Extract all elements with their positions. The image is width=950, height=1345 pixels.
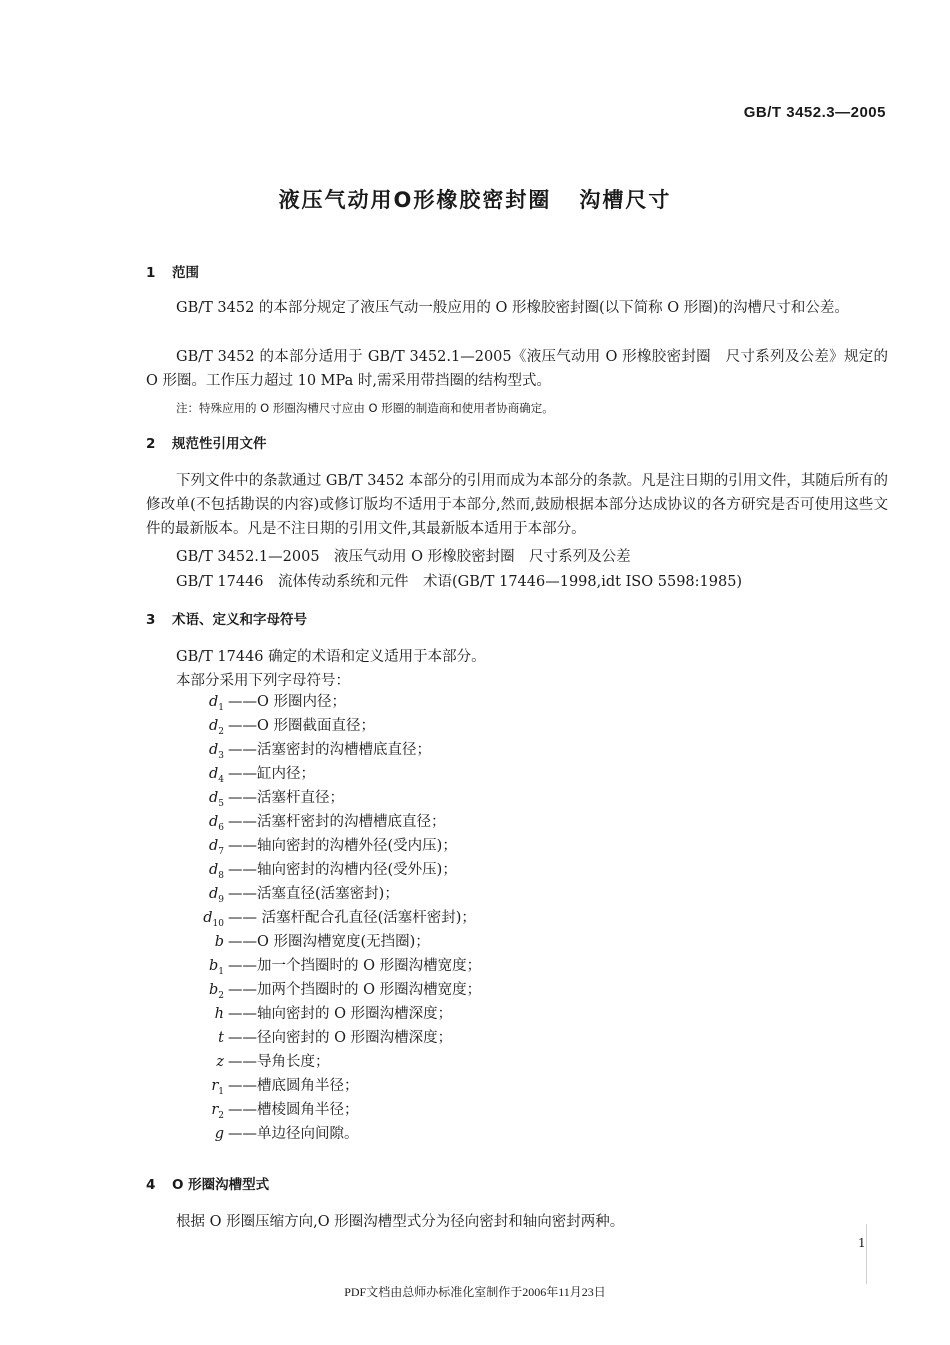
symbol-desc: ——轴向密封的沟槽内径(受外压)； [228, 862, 457, 878]
section2-para1: 下列文件中的条款通过 GB/T 3452 本部分的引用而成为本部分的条款。凡是注日期的引用文件，其随后所有的修改单(不包括勘误的内容)或修订版均不适用于本部分,然而,鼓励根据本部分达成协议的各方研究是否可使用这些文件的最新版本。凡是不注日期的引用文件,其最新版本适用于本部分。 [146, 473, 888, 537]
symbol-desc: ——加两个挡圈时的 O 形圈沟槽宽度； [228, 982, 482, 998]
symbol-letter: $b_1$ [208, 958, 224, 977]
title-part1: 液压气动用O形橡胶密封圈 [278, 188, 552, 212]
symbol-letter: $d_7$ [208, 838, 224, 857]
list-item [160, 762, 315, 785]
list-item [160, 714, 375, 737]
symbol-desc: ——O 形圈沟槽宽度(无挡圈)； [228, 934, 430, 950]
symbol-letter: $d_8$ [208, 862, 224, 881]
section2-heading [146, 432, 267, 452]
symbol-letter: g [214, 1126, 224, 1142]
list-item [160, 1074, 359, 1097]
symbol-desc: ——导角长度； [228, 1054, 330, 1070]
section1-number: 1 [146, 265, 156, 281]
section3-intro1: GB/T 17446 确定的术语和定义适用于本部分。 [176, 649, 486, 665]
list-item [160, 1026, 452, 1049]
list-item [160, 882, 399, 905]
symbol-desc: ——活塞密封的沟槽槽底直径； [228, 742, 431, 758]
page-number: 1 [858, 1236, 866, 1250]
symbol-letter: $d_3$ [208, 742, 224, 761]
list-item [160, 1098, 359, 1121]
section1-para2: GB/T 3452 的本部分适用于 GB/T 3452.1—2005《液压气动用 O 形橡胶密封圈 尺寸系列及公差》规定的 O 形圈。工作压力超过 10 MPa 时,需采用带挡圈的结构型式。 [146, 349, 888, 389]
symbol-letter: $d_4$ [208, 766, 224, 785]
symbol-letter: b [214, 934, 224, 950]
symbol-desc: —— 活塞杆配合孔直径(活塞杆密封)； [228, 910, 476, 926]
section2-title: 规范性引用文件 [172, 436, 267, 452]
symbol-desc: ——轴向密封的 O 形圈沟槽深度； [228, 1006, 453, 1022]
symbol-desc: ——轴向密封的沟槽外径(受内压)； [228, 838, 457, 854]
symbol-desc: ——缸内径； [228, 766, 315, 782]
list-item [160, 930, 430, 953]
list-item [160, 906, 476, 929]
symbol-desc: ——活塞直径(活塞密封)； [228, 886, 399, 902]
symbol-letter: $d_6$ [208, 814, 224, 833]
symbol-letter: z [216, 1054, 224, 1070]
title-part2: 沟槽尺寸 [579, 188, 672, 212]
list-item [160, 978, 481, 1001]
section3-title: 术语、定义和字母符号 [172, 612, 307, 628]
section2-ref2: GB/T 17446 流体传动系统和元件 术语(GB/T 17446—1998,idt ISO 5598:1985) [176, 574, 743, 590]
section4-number: 4 [146, 1177, 156, 1193]
list-item [160, 810, 446, 833]
section3-number: 3 [146, 612, 156, 628]
symbol-letter: $d_{10}$ [203, 910, 224, 929]
list-item [160, 834, 457, 857]
section2-ref1: GB/T 3452.1—2005 液压气动用 O 形橡胶密封圈 尺寸系列及公差 [176, 549, 631, 565]
section1-title: 范围 [172, 265, 199, 281]
margin-rule [866, 1224, 867, 1284]
list-item [160, 786, 344, 809]
page-title [0, 184, 950, 214]
symbol-letter: $d_5$ [208, 790, 224, 809]
list-item [160, 858, 457, 881]
footer-note: PDF文档由总师办标准化室制作于2006年11月23日 [344, 1285, 606, 1299]
symbol-desc: ——槽棱圆角半径； [228, 1102, 359, 1118]
section1-heading [146, 261, 199, 281]
section1-note: 注：特殊应用的 O 形圈沟槽尺寸应由 O 形圈的制造商和使用者协商确定。 [176, 401, 554, 415]
section4-heading [146, 1173, 269, 1193]
symbol-letter: h [214, 1006, 224, 1022]
symbol-desc: ——活塞杆直径； [228, 790, 344, 806]
list-item [160, 1050, 330, 1073]
symbol-letter: $d_9$ [208, 886, 224, 905]
symbol-desc: ——槽底圆角半径； [228, 1078, 359, 1094]
section3-intro2: 本部分采用下列字母符号： [176, 673, 350, 689]
list-item [160, 738, 431, 761]
symbol-letter: $r_2$ [211, 1102, 224, 1121]
symbol-letter: $d_2$ [208, 718, 224, 737]
symbol-desc: ——径向密封的 O 形圈沟槽深度； [228, 1030, 453, 1046]
symbol-desc: ——O 形圈截面直径； [228, 718, 375, 734]
list-item [160, 1122, 359, 1145]
symbol-letter: $r_1$ [211, 1078, 224, 1097]
list-item [160, 1002, 452, 1025]
symbol-letter: $d_1$ [208, 694, 224, 713]
symbol-desc: ——加一个挡圈时的 O 形圈沟槽宽度； [228, 958, 482, 974]
list-item [160, 690, 346, 713]
standard-code: GB/T 3452.3—2005 [743, 104, 886, 121]
section3-heading [146, 608, 307, 628]
symbol-letter: t [218, 1030, 224, 1046]
symbol-letter: $b_2$ [208, 982, 224, 1001]
section1-para1: GB/T 3452 的本部分规定了液压气动一般应用的 O 形橡胶密封圈(以下简称 O 形圈)的沟槽尺寸和公差。 [176, 300, 849, 316]
symbol-desc: ——O 形圈内径； [228, 694, 346, 710]
section4-para1: 根据 O 形圈压缩方向,O 形圈沟槽型式分为径向密封和轴向密封两种。 [176, 1214, 625, 1230]
section4-title: O 形圈沟槽型式 [172, 1177, 270, 1193]
section2-number: 2 [146, 436, 156, 452]
list-item [160, 954, 481, 977]
symbol-desc: ——活塞杆密封的沟槽槽底直径； [228, 814, 446, 830]
symbol-desc: ——单边径向间隙。 [228, 1126, 359, 1142]
